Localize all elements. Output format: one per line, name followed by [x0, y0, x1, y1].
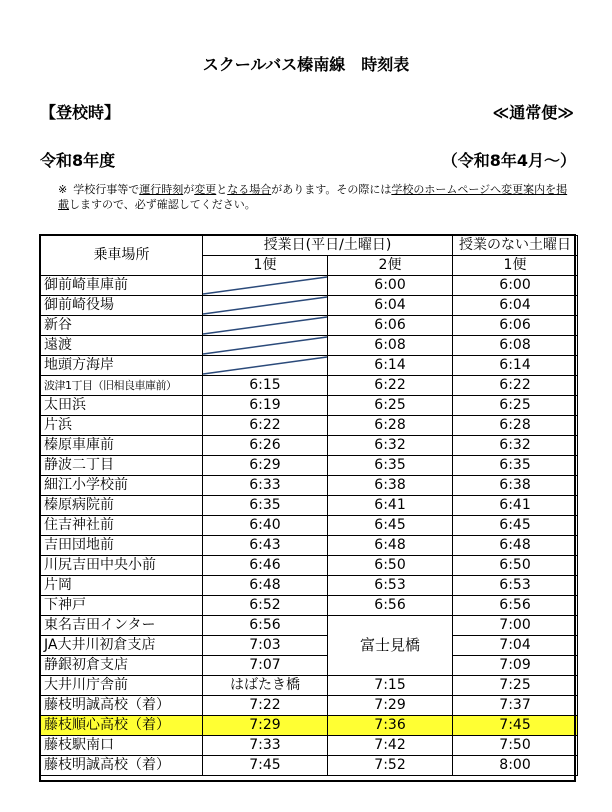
table-row [41, 416, 578, 436]
table-row [41, 276, 578, 296]
stop-name: 東名吉田インター [41, 616, 203, 636]
notice-underline: 変更 [194, 183, 217, 196]
time-trip1: 7:22 [203, 696, 328, 716]
time-trip2: 6:04 [328, 296, 453, 316]
stop-name: 藤枝駅南口 [41, 736, 203, 756]
time-saturday: 6:06 [453, 316, 578, 336]
notice-part: と [216, 183, 228, 196]
stop-name: 榛原病院前 [41, 496, 203, 516]
stop-name: 吉田団地前 [41, 536, 203, 556]
table-row [41, 436, 578, 456]
time-trip2: 6:53 [328, 576, 453, 596]
notice-text [58, 182, 578, 212]
time-trip2: 7:15 [328, 676, 453, 696]
notice-underline: 運行時刻 [139, 183, 184, 196]
time-trip2: 7:29 [328, 696, 453, 716]
time-saturday: 6:14 [453, 356, 578, 376]
time-saturday: 6:22 [453, 376, 578, 396]
time-trip1: 6:33 [203, 476, 328, 496]
notice-mark: ※ [58, 183, 68, 196]
time-trip1: 6:22 [203, 416, 328, 436]
stop-name: 遠渡 [41, 336, 203, 356]
table-row [41, 456, 578, 476]
notice-part: があります。その際には [271, 183, 392, 196]
notice-underline: なる場合 [227, 183, 272, 196]
time-trip1 [203, 356, 328, 376]
stop-name: 大井川庁舎前 [41, 676, 203, 696]
stop-name: 川尻吉田中央小前 [41, 556, 203, 576]
no-service-slash [203, 296, 327, 315]
time-trip1: 7:03 [203, 636, 328, 656]
table-row [41, 376, 578, 396]
time-trip2: 6:38 [328, 476, 453, 496]
time-saturday: 7:50 [453, 736, 578, 756]
table-row [41, 636, 578, 656]
time-trip1: 6:43 [203, 536, 328, 556]
time-trip1: 6:29 [203, 456, 328, 476]
stop-name: 藤枝明誠高校（着） [41, 756, 203, 776]
section-label: 【登校時】 [40, 103, 121, 122]
time-saturday: 6:35 [453, 456, 578, 476]
time-trip1: 7:45 [203, 756, 328, 776]
time-trip1: 6:35 [203, 496, 328, 516]
time-trip2: 6:50 [328, 556, 453, 576]
stop-name: 地頭方海岸 [41, 356, 203, 376]
time-trip2: 6:45 [328, 516, 453, 536]
time-trip1: 6:19 [203, 396, 328, 416]
time-saturday: 6:56 [453, 596, 578, 616]
time-saturday: 6:45 [453, 516, 578, 536]
table-row [41, 616, 578, 636]
time-trip1 [203, 316, 328, 336]
stop-name: 御前崎役場 [41, 296, 203, 316]
table-row [41, 656, 578, 676]
stop-name: 太田浜 [41, 396, 203, 416]
stop-name: 住吉神社前 [41, 516, 203, 536]
no-service-slash [203, 316, 327, 335]
no-service-slash [203, 336, 327, 355]
header-trip1: 1便 [203, 256, 328, 276]
time-trip2: 6:14 [328, 356, 453, 376]
table-row [41, 596, 578, 616]
time-trip1 [203, 336, 328, 356]
time-trip2: 7:52 [328, 756, 453, 776]
time-saturday: 6:04 [453, 296, 578, 316]
header-trip2: 2便 [328, 256, 453, 276]
time-trip2: 6:06 [328, 316, 453, 336]
stop-name: 片浜 [41, 416, 203, 436]
stop-name: 藤枝明誠高校（着） [41, 696, 203, 716]
notice-part: 学校行事等で [73, 183, 140, 196]
timetable-body [41, 276, 578, 776]
stop-name: 新谷 [41, 316, 203, 336]
stop-name: 片岡 [41, 576, 203, 596]
table-row [41, 396, 578, 416]
stop-name: 静波二丁目 [41, 456, 203, 476]
time-trip2: 7:36 [328, 716, 453, 736]
table-row [41, 356, 578, 376]
header-trip-sat: 1便 [453, 256, 578, 276]
time-trip1: 6:48 [203, 576, 328, 596]
timetable [40, 235, 578, 776]
table-row [41, 716, 578, 736]
notice-part: しますので、必ず確認してください。 [69, 198, 256, 211]
time-trip1 [203, 276, 328, 296]
via-fujimi: 富士見橋 [328, 616, 453, 676]
time-trip2: 6:08 [328, 336, 453, 356]
table-row [41, 676, 578, 696]
time-saturday: 6:08 [453, 336, 578, 356]
time-saturday: 7:25 [453, 676, 578, 696]
table-row [41, 556, 578, 576]
time-saturday: 8:00 [453, 756, 578, 776]
stop-name: 細江小学校前 [41, 476, 203, 496]
table-row [41, 476, 578, 496]
time-saturday: 6:28 [453, 416, 578, 436]
stop-name: 波津1丁目（旧相良車庫前） [41, 376, 203, 396]
stop-name: 下神戸 [41, 596, 203, 616]
time-saturday: 6:32 [453, 436, 578, 456]
time-saturday: 7:09 [453, 656, 578, 676]
page-title: スクールバス榛南線 時刻表 [202, 55, 410, 74]
table-row [41, 296, 578, 316]
table-row [41, 756, 578, 776]
stop-name: 藤枝順心高校（着） [41, 716, 203, 736]
stop-name: 榛原車庫前 [41, 436, 203, 456]
time-trip2: 7:42 [328, 736, 453, 756]
time-trip1: 7:33 [203, 736, 328, 756]
time-trip2: 6:41 [328, 496, 453, 516]
table-row [41, 516, 578, 536]
time-trip1: 6:56 [203, 616, 328, 636]
time-trip2: 6:32 [328, 436, 453, 456]
year-label: 令和8年度 [40, 151, 116, 170]
time-saturday: 6:00 [453, 276, 578, 296]
time-saturday: 6:50 [453, 556, 578, 576]
time-saturday: 6:41 [453, 496, 578, 516]
time-trip2: 6:35 [328, 456, 453, 476]
service-label: ≪通常便≫ [492, 103, 574, 122]
time-saturday: 7:00 [453, 616, 578, 636]
no-service-slash [203, 276, 327, 295]
time-trip2: 6:28 [328, 416, 453, 436]
time-trip1: 7:29 [203, 716, 328, 736]
start-label: （令和8年4月～） [441, 151, 576, 170]
header-saturday-group: 授業のない土曜日 [453, 236, 578, 256]
no-service-slash [203, 356, 327, 375]
table-row [41, 696, 578, 716]
time-trip1: 6:46 [203, 556, 328, 576]
time-saturday: 6:53 [453, 576, 578, 596]
table-row [41, 536, 578, 556]
time-trip2: 6:22 [328, 376, 453, 396]
time-trip2: 6:48 [328, 536, 453, 556]
table-row [41, 496, 578, 516]
time-saturday: 7:37 [453, 696, 578, 716]
notice-underline: 学校のホームページへ変更案内を掲載 [58, 183, 568, 211]
time-trip1: 6:15 [203, 376, 328, 396]
time-trip2: 6:56 [328, 596, 453, 616]
time-saturday: 6:48 [453, 536, 578, 556]
table-row [41, 576, 578, 596]
table-row [41, 316, 578, 336]
time-trip1: 6:40 [203, 516, 328, 536]
header-stop: 乗車場所 [41, 236, 203, 276]
time-trip1: 6:52 [203, 596, 328, 616]
stop-name: JA大井川初倉支店 [41, 636, 203, 656]
time-trip2: 6:00 [328, 276, 453, 296]
notice-part: が [183, 183, 195, 196]
stop-name: 御前崎車庫前 [41, 276, 203, 296]
time-saturday: 7:45 [453, 716, 578, 736]
time-saturday: 6:38 [453, 476, 578, 496]
time-saturday: 6:25 [453, 396, 578, 416]
header-weekday-group: 授業日(平日/土曜日) [203, 236, 453, 256]
time-trip1: 7:07 [203, 656, 328, 676]
table-row [41, 336, 578, 356]
stop-name: 静銀初倉支店 [41, 656, 203, 676]
table-row [41, 736, 578, 756]
via-habataki: はばたき橋 [203, 676, 328, 696]
time-trip1: 6:26 [203, 436, 328, 456]
time-trip1 [203, 296, 328, 316]
time-saturday: 7:04 [453, 636, 578, 656]
time-trip2: 6:25 [328, 396, 453, 416]
